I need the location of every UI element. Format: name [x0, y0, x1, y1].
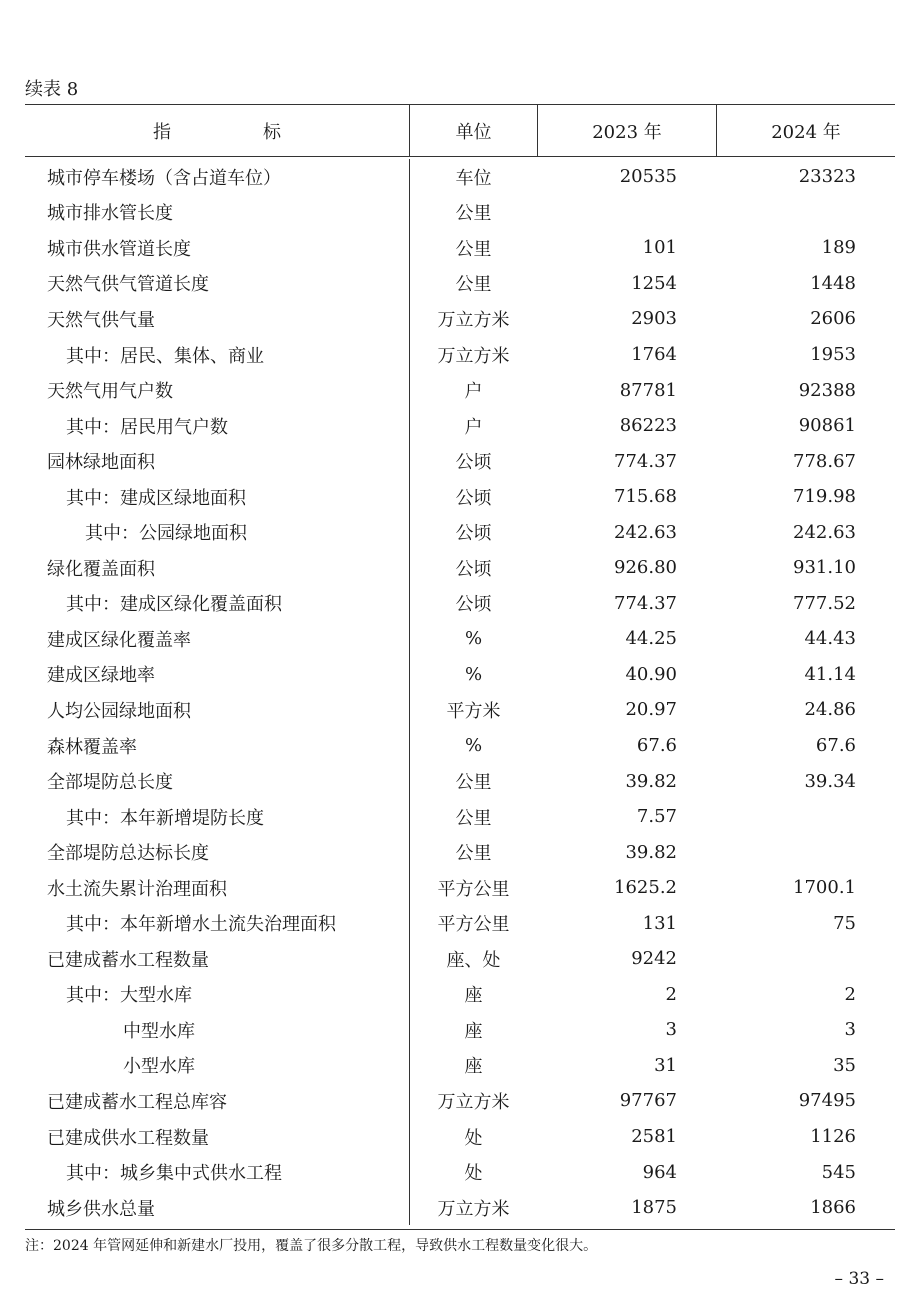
unit-cell: 公里: [409, 799, 537, 835]
value-2024-cell: 242.63: [793, 521, 856, 543]
table-row: [25, 1083, 895, 1119]
unit-cell: 公里: [409, 763, 537, 799]
unit-cell: 万立方米: [409, 1083, 537, 1119]
table-row: [25, 337, 895, 373]
value-2023-cell: 39.82: [625, 770, 677, 792]
value-2023-cell: 7.57: [636, 806, 677, 828]
indicator-cell: 城市排水管长度: [47, 203, 173, 225]
value-2023-cell: 1625.2: [614, 877, 677, 899]
table-row: [25, 621, 895, 657]
header-unit: 单位: [409, 105, 537, 156]
indicator-cell: 天然气供气量: [47, 309, 155, 331]
value-2024-cell: 1700.1: [793, 877, 856, 899]
value-2024-cell: 1448: [810, 272, 856, 294]
table-row: [25, 905, 895, 941]
value-2023-cell: 926.80: [614, 557, 677, 579]
table-row: [25, 372, 895, 408]
header-indicator-char-1: 指: [153, 121, 171, 143]
value-2023-cell: 67.6: [636, 735, 677, 757]
value-2024-cell: 92388: [798, 379, 856, 401]
value-2023-cell: 1254: [631, 272, 677, 294]
table-row: [25, 159, 895, 195]
table-header: [25, 105, 895, 157]
unit-cell: 平方米: [409, 692, 537, 728]
indicator-cell: 园林绿地面积: [47, 452, 155, 474]
indicator-cell: 其中：居民用气户数: [66, 416, 228, 438]
table-row: [25, 1119, 895, 1155]
unit-cell: 户: [409, 372, 537, 408]
table-body: [25, 157, 895, 1229]
value-2024-cell: 719.98: [793, 486, 856, 508]
page-number: – 33 –: [834, 1269, 884, 1289]
indicator-cell: 其中：公园绿地面积: [85, 523, 247, 545]
table-row: [25, 586, 895, 622]
value-2024-cell: 41.14: [804, 663, 856, 685]
value-2024-cell: 44.43: [804, 628, 856, 650]
value-2024-cell: 1953: [810, 344, 856, 365]
unit-cell: 座: [409, 1048, 537, 1084]
table-row: [25, 1048, 895, 1084]
unit-cell: 车位: [409, 159, 537, 195]
value-2024-cell: 3: [844, 1019, 856, 1041]
value-2023-cell: 40.90: [625, 663, 677, 685]
table-row: [25, 443, 895, 479]
value-2024-cell: 1866: [810, 1197, 856, 1219]
table-row: [25, 550, 895, 586]
table-row: [25, 266, 895, 302]
unit-cell: %: [409, 621, 537, 657]
table-row: [25, 1190, 895, 1226]
table-row: [25, 1154, 895, 1190]
value-2023-cell: 39.82: [625, 841, 677, 863]
table-row: [25, 657, 895, 693]
value-2023-cell: 715.68: [614, 486, 677, 508]
unit-cell: 处: [409, 1119, 537, 1155]
table-row: [25, 834, 895, 870]
value-2024-cell: 545: [821, 1161, 856, 1183]
indicator-cell: 其中：城乡集中式供水工程: [66, 1163, 282, 1185]
unit-cell: 万立方米: [409, 337, 537, 373]
table-row: [25, 514, 895, 550]
indicator-cell: 已建成蓄水工程数量: [47, 949, 209, 971]
unit-cell: 公里: [409, 834, 537, 870]
header-indicator: [25, 105, 409, 156]
header-indicator-char-2: 标: [263, 121, 281, 143]
indicator-cell: 已建成蓄水工程总库容: [47, 1091, 227, 1113]
table-row: [25, 408, 895, 444]
indicator-cell: 其中：本年新增水土流失治理面积: [66, 914, 336, 936]
unit-cell: 公顷: [409, 514, 537, 550]
value-2023-cell: 1764: [631, 344, 677, 365]
unit-cell: 公顷: [409, 443, 537, 479]
unit-cell: 处: [409, 1154, 537, 1190]
value-2023-cell: 97767: [619, 1090, 677, 1112]
value-2023-cell: 964: [642, 1161, 677, 1183]
indicator-cell: 人均公园绿地面积: [47, 700, 191, 722]
value-2024-cell: 2606: [810, 308, 856, 330]
table-row: [25, 870, 895, 906]
value-2023-cell: 20.97: [625, 699, 677, 721]
unit-cell: 平方公里: [409, 905, 537, 941]
value-2024-cell: 75: [833, 912, 856, 934]
table-caption: 续表 8: [25, 79, 79, 100]
table-row: [25, 977, 895, 1013]
indicator-cell: 全部堤防总达标长度: [47, 843, 209, 865]
value-2023-cell: 87781: [619, 379, 677, 401]
table-row: [25, 763, 895, 799]
value-2023-cell: 774.37: [614, 450, 677, 472]
value-2024-cell: 2: [844, 983, 856, 1005]
header-2023: 2023 年: [537, 105, 716, 156]
indicator-cell: 建成区绿地率: [47, 665, 155, 687]
unit-cell: 户: [409, 408, 537, 444]
unit-cell: 公顷: [409, 550, 537, 586]
table-row: [25, 479, 895, 515]
indicator-cell: 城市停车楼场（含占道车位）: [47, 167, 281, 189]
indicator-cell: 森林覆盖率: [47, 736, 137, 758]
indicator-cell: 建成区绿化覆盖率: [47, 629, 191, 651]
unit-cell: 座: [409, 1012, 537, 1048]
table-row: [25, 692, 895, 728]
value-2023-cell: 774.37: [614, 592, 677, 614]
value-2024-cell: 67.6: [815, 735, 856, 757]
unit-cell: 公里: [409, 195, 537, 231]
indicator-cell: 其中：建成区绿化覆盖面积: [66, 594, 282, 616]
statistics-table: [25, 104, 895, 1230]
indicator-cell: 天然气用气户数: [47, 381, 173, 403]
value-2023-cell: 44.25: [625, 628, 677, 650]
unit-cell: 万立方米: [409, 1190, 537, 1226]
indicator-cell: 已建成供水工程数量: [47, 1127, 209, 1149]
table-row: [25, 195, 895, 231]
table-row: [25, 728, 895, 764]
value-2024-cell: 778.67: [793, 450, 856, 472]
value-2023-cell: 242.63: [614, 521, 677, 543]
unit-cell: 座: [409, 977, 537, 1013]
value-2024-cell: 23323: [798, 166, 856, 188]
indicator-cell: 绿化覆盖面积: [47, 558, 155, 580]
unit-cell: 万立方米: [409, 301, 537, 337]
value-2024-cell: 931.10: [793, 557, 856, 579]
value-2023-cell: 101: [642, 237, 677, 259]
table-row: [25, 1012, 895, 1048]
value-2023-cell: 3: [665, 1019, 677, 1041]
indicator-cell: 水土流失累计治理面积: [47, 878, 227, 900]
value-2023-cell: 2903: [631, 308, 677, 330]
indicator-cell: 天然气供气管道长度: [47, 274, 209, 296]
value-2023-cell: 2: [665, 983, 677, 1005]
footnote: 注：2024 年管网延伸和新建水厂投用，覆盖了很多分散工程，导致供水工程数量变化很大。: [25, 1238, 598, 1254]
unit-cell: 座、处: [409, 941, 537, 977]
indicator-cell: 小型水库: [123, 1056, 195, 1078]
indicator-cell: 全部堤防总长度: [47, 772, 173, 794]
value-2024-cell: 97495: [798, 1090, 856, 1112]
value-2023-cell: 2581: [631, 1126, 677, 1148]
value-2023-cell: 131: [642, 912, 677, 934]
table-row: [25, 230, 895, 266]
value-2023-cell: 86223: [619, 415, 677, 437]
value-2023-cell: 1875: [631, 1197, 677, 1219]
value-2023-cell: 31: [654, 1054, 677, 1076]
unit-cell: 公里: [409, 230, 537, 266]
unit-cell: %: [409, 728, 537, 764]
unit-cell: 公顷: [409, 479, 537, 515]
unit-cell: %: [409, 657, 537, 693]
value-2024-cell: 35: [833, 1054, 856, 1076]
indicator-cell: 城市供水管道长度: [47, 238, 191, 260]
unit-cell: 平方公里: [409, 870, 537, 906]
value-2023-cell: 20535: [619, 166, 677, 188]
value-2023-cell: 9242: [631, 948, 677, 970]
value-2024-cell: 39.34: [804, 770, 856, 792]
value-2024-cell: 189: [821, 237, 856, 259]
value-2024-cell: 90861: [798, 415, 856, 437]
table-row: [25, 941, 895, 977]
unit-cell: 公顷: [409, 586, 537, 622]
value-2024-cell: 1126: [810, 1126, 856, 1148]
indicator-cell: 其中：本年新增堤防长度: [66, 807, 264, 829]
indicator-cell: 其中：大型水库: [66, 985, 192, 1007]
value-2024-cell: 24.86: [804, 699, 856, 721]
unit-cell: 公里: [409, 266, 537, 302]
value-2024-cell: 777.52: [793, 592, 856, 614]
indicator-cell: 其中：建成区绿地面积: [66, 487, 246, 509]
indicator-cell: 其中：居民、集体、商业: [66, 345, 264, 367]
table-row: [25, 799, 895, 835]
table-row: [25, 301, 895, 337]
indicator-cell: 城乡供水总量: [47, 1198, 155, 1220]
header-2024: 2024 年: [716, 105, 895, 156]
indicator-cell: 中型水库: [123, 1020, 195, 1042]
